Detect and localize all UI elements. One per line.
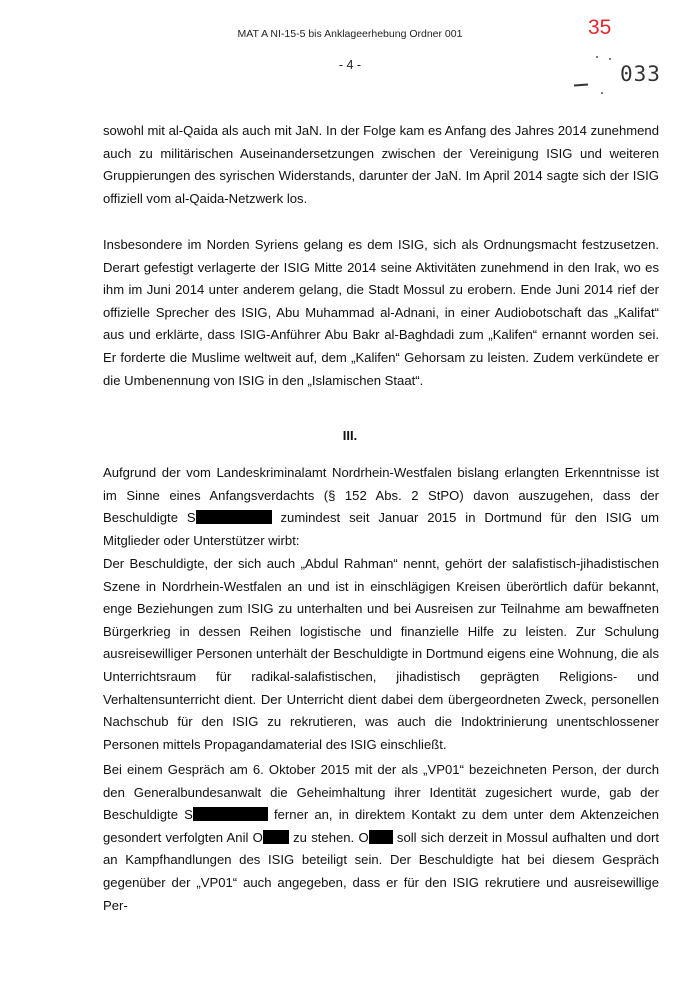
redaction-bar <box>196 510 272 524</box>
redaction-bar <box>263 830 289 844</box>
paragraph-5 <box>103 759 659 917</box>
paragraph-5-part-1: Bei einem Gespräch am 6. Oktober 2015 mit der als „VP01“ bezeichneten Person, der durch den Generalbundesanwalt die Geheimhaltung ihrer Identität zugesichert wurde, gab der Beschuldigte S <box>103 762 659 823</box>
scan-speck <box>609 58 611 60</box>
paragraph-3-part-1: Aufgrund der vom Landeskriminalamt Nordrhein-Westfalen bislang erlangten Erkenntnisse ist im Sinne eines Anfangsverdachts (§ 152 Abs. 2 StPO) davon auszugehen, dass der Beschuldigte S <box>103 465 659 526</box>
handwritten-dash-mark <box>574 84 588 87</box>
paragraph-3-part-2: zumindest seit Januar 2015 in Dortmund für den ISIG um Mitglieder oder Unterstützer wirbt: <box>103 510 659 548</box>
document-reference: MAT A NI-15-5 bis Anklageerhebung Ordner 001 <box>237 28 463 40</box>
section-heading: III. <box>342 428 358 443</box>
paragraph-4-text: Der Beschuldigte, der sich auch „Abdul Rahman“ nennt, gehört der salafistisch-jihadistischen Szene in Nordrhein-Westfalen an und ist in einschlägigen Kreisen überörtlich dafür bekannt, enge Beziehungen zum ISIG zu unterhalten und bei Ausreisen zur Teilnahme am bewaffneten Bürgerkrieg in dessen Reihen logistische und finanzielle Hilfe zu leisten. Zur Schulung ausreisewilliger Personen unterhält der Beschuldigte in Dortmund eigens eine Wohnung, die als Unterrichtsraum für radikal-salafistischen, jihadistisch geprägten Religions- und Verhaltensunterricht dient. Der Unterricht dient dabei dem übergeordneten Zweck, personellen Nachschub für den ISIG zu rekrutieren, was auch die Indoktrinierung unentschlossener Personen mittels Propagandamaterial des ISIG einschließt. <box>103 556 659 752</box>
page-number: - 4 - <box>338 58 362 72</box>
paragraph-5-part-3: zu stehen. O <box>288 829 369 845</box>
paragraph-2 <box>103 234 659 392</box>
folio-number: 033 <box>620 62 661 86</box>
paragraph-1-text: sowohl mit al-Qaida als auch mit JaN. In der Folge kam es Anfang des Jahres 2014 zunehmend auch zu militärischen Auseinandersetzungen zwischen der Vereinigung ISIG und weiteren Gruppierungen des syrischen Widerstands, darunter der JaN. Im April 2014 sagte sich der ISIG offiziell vom al-Qaida-Netzwerk los. <box>103 123 659 206</box>
paragraph-4 <box>103 553 659 756</box>
paragraph-5-text <box>103 759 659 917</box>
paragraph-5-part-2: ferner an, in direktem Kontakt zu dem unter dem Aktenzeichen gesondert verfolgten Anil O <box>103 807 659 845</box>
paragraph-1 <box>103 120 659 210</box>
scan-speck <box>601 92 603 94</box>
paragraph-3 <box>103 462 659 552</box>
stamp-number: 35 <box>588 16 612 39</box>
paragraph-2-text: Insbesondere im Norden Syriens gelang es dem ISIG, sich als Ordnungsmacht festzusetzen. Derart gefestigt verlagerte der ISIG Mitte 2014 seine Aktivitäten zunehmend in den Irak, wo es ihm im Juni 2014 unter anderem gelang, die Stadt Mossul zu erobern. Ende Juni 2014 rief der offizielle Sprecher des ISIG, Abu Muhammad al-Adnani, in einer Audiobotschaft das „Kalifat“ aus und erklärte, dass ISIG-Anführer Abu Bakr al-Baghdadi zum „Kalifen“ ernannt worden sei. Er forderte die Muslime weltweit auf, dem „Kalifen“ Gehorsam zu leisten. Zudem verkündete er die Umbenennung von ISIG in den „Islamischen Staat“. <box>103 237 659 388</box>
paragraph-3-text <box>103 462 659 552</box>
paragraph-5-part-4: soll sich derzeit in Mossul aufhalten und dort an Kampfhandlungen des ISIG beteiligt sein. Der Beschuldigte hat bei diesem Gespräch gegenüber der „VP01“ auch angegeben, dass er für den ISIG rekrutiere und ausreisewillige Per- <box>103 829 659 913</box>
scan-speck <box>596 56 598 58</box>
redaction-bar <box>193 807 268 821</box>
redaction-bar <box>369 830 393 844</box>
